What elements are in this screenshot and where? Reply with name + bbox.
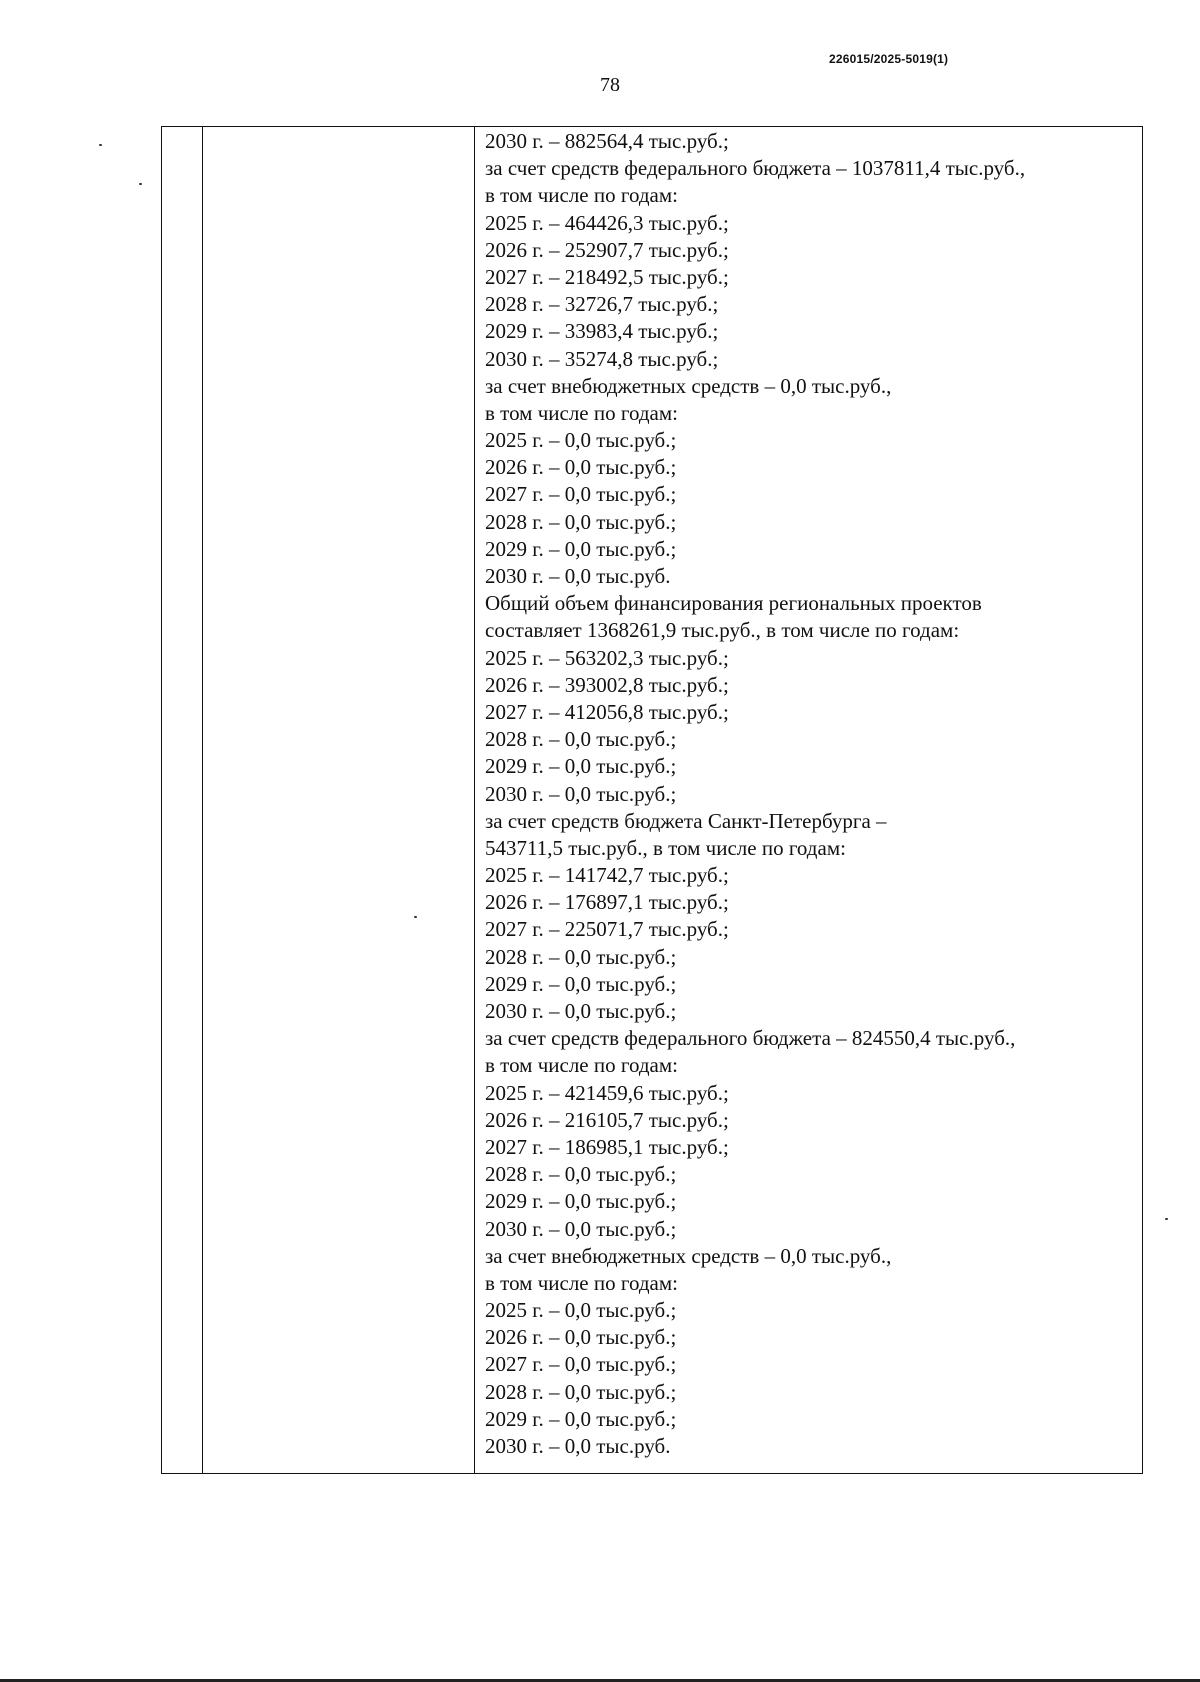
financing-line: 2025 г. – 0,0 тыс.руб.; [485,428,677,453]
financing-line: за счет средств бюджета Санкт-Петербурга – [485,808,887,833]
financing-line: 2026 г. – 216105,7 тыс.руб.; [485,1107,729,1132]
document-registration-number: 226015/2025-5019(1) [829,52,949,66]
financing-line: 2026 г. – 0,0 тыс.руб.; [485,1325,677,1350]
financing-line: составляет 1368261,9 тыс.руб., в том числе по годам: [485,618,960,643]
financing-line: за счет внебюджетных средств – 0,0 тыс.руб., [485,1243,892,1268]
financing-line: 543711,5 тыс.руб., в том числе по годам: [485,835,846,860]
financing-line: 2028 г. – 0,0 тыс.руб.; [485,727,677,752]
financing-line: в том числе по годам: [485,183,678,208]
financing-line: 2030 г. – 35274,8 тыс.руб.; [485,346,719,371]
financing-line: 2027 г. – 225071,7 тыс.руб.; [485,917,729,942]
financing-line: 2027 г. – 0,0 тыс.руб.; [485,1352,677,1377]
scan-speck [1165,1218,1168,1220]
table-column-name [203,127,475,1473]
financing-line: 2029 г. – 0,0 тыс.руб.; [485,536,677,561]
financing-line: 2029 г. – 0,0 тыс.руб.; [485,1406,677,1431]
financing-line: 2026 г. – 176897,1 тыс.руб.; [485,890,729,915]
financing-line: в том числе по годам: [485,400,678,425]
financing-line: 2028 г. – 32726,7 тыс.руб.; [485,292,719,317]
financing-line: 2027 г. – 412056,8 тыс.руб.; [485,699,729,724]
financing-line: 2026 г. – 393002,8 тыс.руб.; [485,672,729,697]
scan-speck [139,183,142,185]
financing-line: 2027 г. – 218492,5 тыс.руб.; [485,264,729,289]
financing-line: 2028 г. – 0,0 тыс.руб.; [485,509,677,534]
financing-line: 2029 г. – 33983,4 тыс.руб.; [485,319,719,344]
financing-line: 2030 г. – 0,0 тыс.руб.; [485,781,677,806]
financing-line: 2025 г. – 464426,3 тыс.руб.; [485,210,729,235]
financing-line: 2030 г. – 0,0 тыс.руб. [485,564,671,588]
financing-line: 2030 г. – 0,0 тыс.руб. [485,1434,671,1458]
financing-line: 2029 г. – 0,0 тыс.руб.; [485,1189,677,1214]
financing-line: за счет средств федерального бюджета – 1037811,4 тыс.руб., [485,156,1026,181]
page-number: 78 [600,74,620,96]
financing-line: 2030 г. – 0,0 тыс.руб.; [485,999,677,1023]
financing-line: Общий объем финансирования региональных проектов [485,591,982,616]
financing-line: 2027 г. – 0,0 тыс.руб.; [485,482,677,507]
financing-line: 2030 г. – 882564,4 тыс.руб.; [485,129,729,153]
financing-line: за счет средств федерального бюджета – 824550,4 тыс.руб., [485,1026,1016,1051]
financing-table [161,126,1143,1474]
financing-line: 2025 г. – 141742,7 тыс.руб.; [485,863,729,888]
table-column-financing-text [475,127,1142,1473]
financing-line: 2028 г. – 0,0 тыс.руб.; [485,1162,677,1187]
financing-line: 2028 г. – 0,0 тыс.руб.; [485,944,677,969]
financing-line: 2030 г. – 0,0 тыс.руб.; [485,1216,677,1241]
financing-line: за счет внебюджетных средств – 0,0 тыс.руб., [485,373,892,398]
scan-speck [99,144,102,146]
financing-line: 2027 г. – 186985,1 тыс.руб.; [485,1134,729,1159]
financing-line: 2029 г. – 0,0 тыс.руб.; [485,971,677,996]
table-column-number [162,127,203,1473]
financing-line: в том числе по годам: [485,1270,678,1295]
financing-line: в том числе по годам: [485,1053,678,1078]
financing-line: 2029 г. – 0,0 тыс.руб.; [485,754,677,779]
financing-line: 2028 г. – 0,0 тыс.руб.; [485,1379,677,1404]
financing-line: 2026 г. – 252907,7 тыс.руб.; [485,237,729,262]
financing-line: 2026 г. – 0,0 тыс.руб.; [485,455,677,480]
financing-line: 2025 г. – 0,0 тыс.руб.; [485,1298,677,1323]
financing-line: 2025 г. – 563202,3 тыс.руб.; [485,645,729,670]
financing-line: 2025 г. – 421459,6 тыс.руб.; [485,1080,729,1105]
